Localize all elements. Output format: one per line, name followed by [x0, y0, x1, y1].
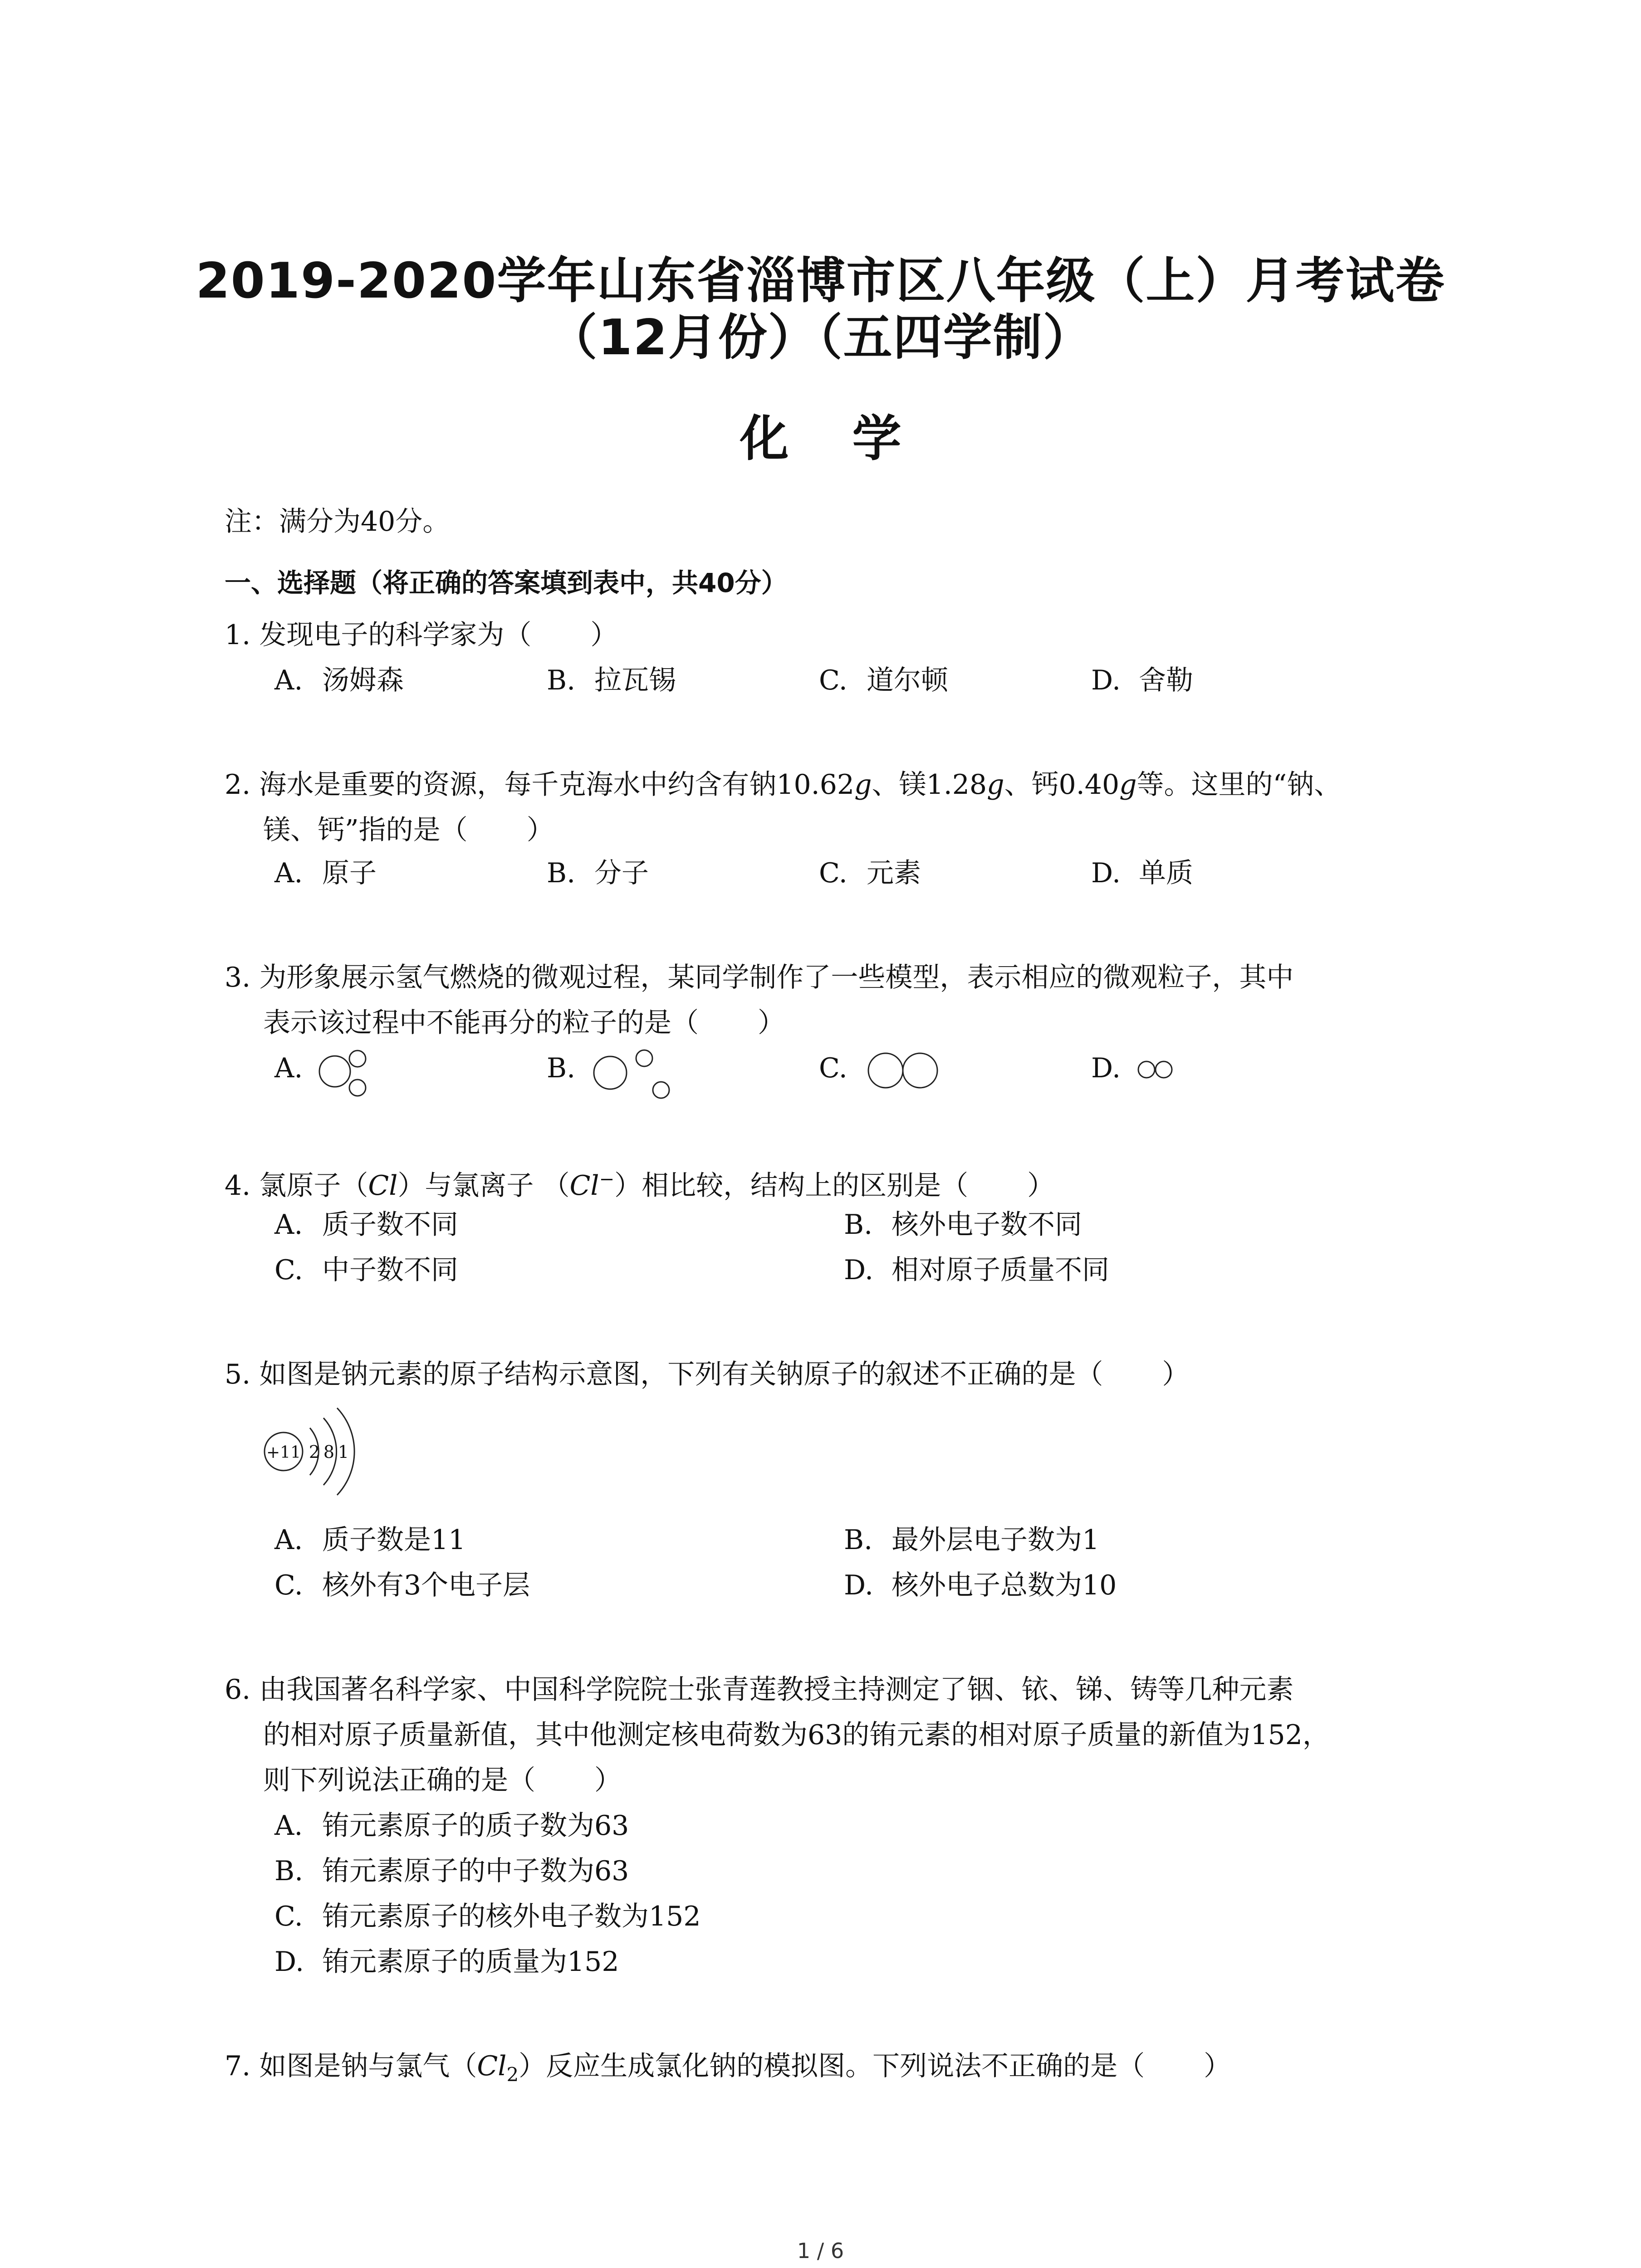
subject-char-1: 化 [740, 411, 789, 467]
exam-title-line2: （12月份）（五四学制） [548, 309, 1093, 366]
q2-text-c: 、钙0.40 [1004, 769, 1120, 801]
q4-option-d[interactable] [844, 1252, 1109, 1288]
option-letter: B. [844, 1209, 873, 1241]
question-4-close: ） [1027, 1170, 1055, 1202]
option-letter: D. [844, 1569, 874, 1601]
q7-text-b: ）反应生成氯化钠的模拟图。下列说法不正确的是（ [519, 2050, 1145, 2082]
q7-text-a: 7. 如图是钠与氯气（ [225, 2050, 477, 2082]
option-letter: A. [274, 1810, 303, 1842]
question-4-stem [225, 1161, 1054, 1204]
q4-option-c[interactable] [274, 1252, 458, 1288]
option-text: 中子数不同 [322, 1254, 458, 1286]
option-text: 相对原子质量不同 [892, 1254, 1109, 1286]
option-letter: B. [547, 665, 576, 696]
option-letter: C. [274, 1254, 303, 1286]
question-2-line1 [225, 767, 1341, 803]
question-1-text: 1. 发现电子的科学家为（ [225, 619, 532, 651]
q3-option-d[interactable] [1091, 1050, 1139, 1086]
question-6-line3 [263, 1762, 622, 1799]
option-text: 铕元素原子的中子数为63 [322, 1855, 629, 1887]
q4-symbol-cl: Cl [368, 1170, 398, 1202]
option-letter: C. [819, 1052, 847, 1084]
q4-option-b[interactable] [844, 1207, 1082, 1243]
option-letter: A. [274, 1524, 303, 1556]
q2-option-c[interactable] [819, 855, 921, 891]
question-7-stem [225, 2048, 1231, 2093]
q7-subscript: 2 [506, 2063, 519, 2086]
question-3-close: ） [758, 1007, 785, 1039]
question-6-line1: 6. 由我国著名科学家、中国科学院院士张青莲教授主持测定了铟、铱、锑、铸等几种元素 [225, 1674, 1294, 1706]
q5-text: 5. 如图是钠元素的原子结构示意图，下列有关钠原子的叙述不正确的是（ [225, 1359, 1103, 1390]
option-text: 单质 [1139, 857, 1193, 889]
option-letter: D. [844, 1254, 874, 1286]
model-b-atoms-icon [592, 1046, 683, 1105]
question-5-close: ） [1162, 1359, 1190, 1390]
section-heading: 一、选择题（将正确的答案填到表中，共40分） [225, 567, 788, 598]
q1-option-a[interactable] [274, 662, 404, 699]
option-text: 铕元素原子的质量为152 [322, 1946, 619, 1978]
q6-option-c[interactable] [274, 1898, 701, 1935]
question-2-close: ） [526, 814, 554, 846]
option-text: 核外有3个电子层 [322, 1569, 530, 1601]
q2-text-line2: 镁、钙”指的是（ [263, 814, 468, 846]
option-letter: B. [547, 1052, 576, 1084]
q2-option-a[interactable] [274, 855, 377, 891]
question-5-stem [225, 1356, 1189, 1393]
q5-option-b[interactable] [844, 1522, 1099, 1558]
question-1-close: ） [590, 619, 618, 651]
q5-option-c[interactable] [274, 1567, 530, 1603]
option-text: 铕元素原子的核外电子数为152 [322, 1901, 701, 1932]
q2-text-b: 、镁1.28 [872, 769, 987, 801]
model-c-molecule-icon [867, 1050, 948, 1095]
question-1-stem [225, 617, 617, 653]
option-letter: C. [274, 1569, 303, 1601]
question-7-close: ） [1204, 2050, 1231, 2082]
q4-text-c: ）相比较，结构上的区别是（ [614, 1170, 969, 1202]
option-text: 拉瓦锡 [594, 665, 676, 696]
q2-option-d[interactable] [1091, 855, 1193, 891]
option-text: 舍勒 [1139, 665, 1193, 696]
option-text: 原子 [322, 857, 377, 889]
model-d-molecule-icon [1136, 1056, 1186, 1083]
q5-option-d[interactable] [844, 1567, 1117, 1603]
exam-title-line1: 2019-2020学年山东省淄博市区八年级（上）月考试卷 [196, 253, 1445, 309]
option-letter: A. [274, 1052, 303, 1084]
subject-title [0, 399, 1641, 469]
option-text: 质子数不同 [322, 1209, 458, 1241]
q6-option-d[interactable] [274, 1944, 619, 1980]
option-letter: B. [844, 1524, 873, 1556]
model-a-molecule-icon [318, 1048, 377, 1102]
question-3-line2 [263, 1005, 785, 1041]
option-text: 核外电子数不同 [892, 1209, 1082, 1241]
option-text: 质子数是11 [322, 1524, 466, 1556]
nucleus-charge-label: +11 [266, 1443, 301, 1462]
q2-option-b[interactable] [547, 855, 649, 891]
option-text: 最外层电子数为1 [892, 1524, 1100, 1556]
q6-option-a[interactable] [274, 1808, 629, 1844]
option-letter: C. [274, 1901, 303, 1932]
q6-option-b[interactable] [274, 1853, 629, 1889]
shell-3-electron-count: 1 [338, 1442, 349, 1462]
option-text: 元素 [867, 857, 921, 889]
q4-ion-charge: − [599, 1169, 615, 1190]
q2-text-a: 2. 海水是重要的资源，每千克海水中约含有钠10.62 [225, 769, 855, 801]
q5-option-a[interactable] [274, 1522, 465, 1558]
q1-option-b[interactable] [547, 662, 676, 699]
option-letter: C. [819, 665, 847, 696]
unit-g: g [1119, 769, 1137, 801]
option-text: 铕元素原子的质子数为63 [322, 1810, 629, 1842]
option-text: 分子 [594, 857, 649, 889]
sodium-atom-structure-diagram [261, 1397, 370, 1506]
q4-text-a: 4. 氯原子（ [225, 1170, 368, 1202]
option-text: 核外电子总数为10 [892, 1569, 1117, 1601]
score-note: 注：满分为40分。 [225, 506, 450, 538]
q4-symbol-cl-ion: Cl [569, 1170, 599, 1202]
q2-text-d: 等。这里的“钠、 [1136, 769, 1342, 801]
option-letter: A. [274, 665, 303, 696]
unit-g: g [854, 769, 872, 801]
q4-text-b: ）与氯离子 （ [397, 1170, 570, 1202]
shell-2-electron-count: 8 [323, 1442, 335, 1462]
q1-option-c[interactable] [819, 662, 948, 699]
option-letter: D. [1091, 665, 1121, 696]
option-letter: A. [274, 857, 303, 889]
option-letter: D. [274, 1946, 304, 1978]
subject-char-2: 学 [852, 411, 901, 467]
option-text: 汤姆森 [322, 665, 404, 696]
question-6-close: ） [594, 1765, 622, 1796]
q1-option-d[interactable] [1091, 662, 1193, 699]
option-letter: D. [1091, 1052, 1121, 1084]
q3-option-c[interactable] [819, 1050, 867, 1086]
q7-symbol-cl: Cl [477, 2050, 507, 2082]
shell-1-electron-count: 2 [309, 1442, 320, 1462]
question-6-line2: 的相对原子质量新值，其中他测定核电荷数为63的铕元素的相对原子质量的新值为152， [263, 1719, 1330, 1751]
q6-text-line3: 则下列说法正确的是（ [263, 1765, 535, 1796]
option-letter: B. [547, 857, 576, 889]
unit-g: g [987, 769, 1004, 801]
option-letter: C. [819, 857, 847, 889]
question-2-line2 [263, 812, 554, 848]
page-number: 1 / 6 [797, 2239, 844, 2263]
q3-option-a[interactable] [274, 1050, 322, 1086]
question-3-line1: 3. 为形象展示氢气燃烧的微观过程，某同学制作了一些模型，表示相应的微观粒子，其中 [225, 962, 1294, 993]
option-letter: A. [274, 1209, 303, 1241]
option-text: 道尔顿 [867, 665, 948, 696]
q3-text-line2: 表示该过程中不能再分的粒子的是（ [263, 1007, 699, 1039]
option-letter: B. [274, 1855, 304, 1887]
option-letter: D. [1091, 857, 1121, 889]
q3-option-b[interactable] [547, 1050, 594, 1086]
q4-option-a[interactable] [274, 1207, 458, 1243]
